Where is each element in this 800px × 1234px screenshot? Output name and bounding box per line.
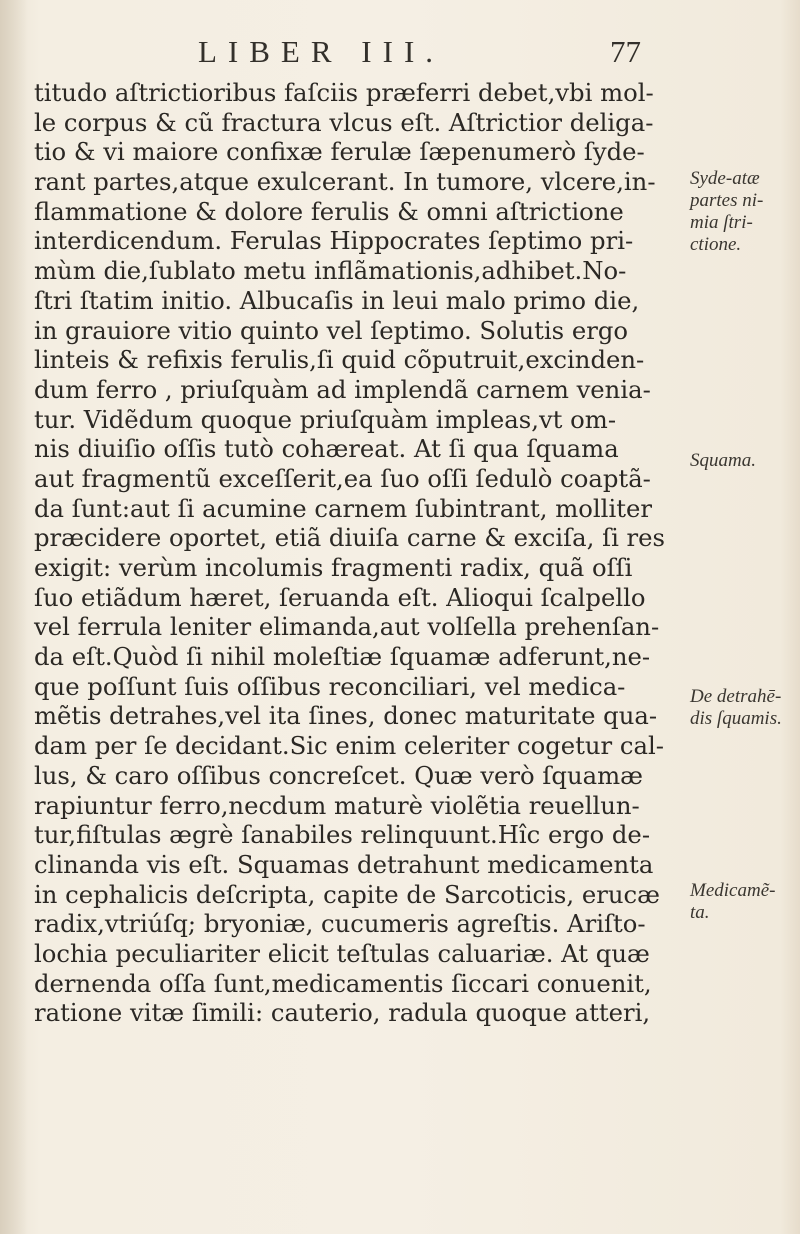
text-line: in cephalicis deſcripta, capite de Sarcoticis, erucæ [34, 879, 660, 909]
text-line: tur,fiſtulas ægrè ſanabiles relinquunt.Hîc ergo de- [34, 820, 651, 850]
text-line: mẽtis detrahes,vel ita ſines, donec maturitate qua- [34, 701, 658, 731]
margin-note-line: partes ni- [690, 190, 764, 211]
text-line: radix,vtriúſq; bryoniæ, cucumeris agreſtis. Ariſto- [34, 909, 646, 939]
text-line: flammatione & dolore ferulis & omni aſtrictione [34, 196, 624, 226]
text-line: clinanda vis eſt. Squamas detrahunt medicamenta [34, 849, 654, 879]
text-line: da eſt.Quòd ſi nihil moleſtiæ ſquamæ adferunt,ne- [34, 642, 651, 672]
text-line: que poſſunt ſuis oſſibus reconciliari, vel medica- [34, 671, 626, 701]
text-line: titudo aſtrictioribus faſciis præferri debet,vbi mol- [34, 78, 654, 107]
text-line: aut fragmentũ exceſſerit,ea ſuo oſſi ſedulò coaptã- [34, 463, 651, 493]
page-number: 77 [610, 34, 641, 69]
page-header [198, 34, 641, 74]
text-line: da ſunt:aut ſi acumine carnem ſubintrant, molliter [34, 493, 652, 523]
text-line: dernenda oſſa ſunt,medicamentis ſiccari conuenit, [34, 968, 652, 998]
text-line: linteis & refixis ferulis,ſi quid cõputruit,excinden- [34, 345, 645, 375]
text-line: ratione vitæ ſimili: cauterio, radula quoque atteri, [34, 998, 651, 1028]
text-line: præcidere oportet, etiã diuiſa carne & exciſa, ſi res [34, 523, 666, 553]
body-text [34, 78, 674, 1028]
text-line: dum ferro , priuſquàm ad implendã carnem venia- [34, 374, 651, 404]
margin-note-line: dis ſquamis. [690, 708, 782, 729]
margin-note-line: ta. [690, 902, 710, 923]
margin-note-line: De detrahē- [690, 686, 782, 707]
text-line: ſtri ſtatim initio. Albucaſis in leui malo primo die, [34, 285, 640, 315]
margin-note-de-detrahendis [690, 686, 798, 730]
text-line: rapiuntur ferro,necdum maturè violẽtia reuellun- [34, 790, 640, 820]
margin-note-line: ctione. [690, 234, 742, 255]
text-line: ſuo etiãdum hæret, ſeruanda eſt. Alioqui ſcalpello [34, 582, 646, 612]
text-line: vel ferrula leniter elimanda,aut volſella prehenſan- [34, 612, 660, 642]
page-spine-shadow [0, 0, 28, 1234]
running-head: LIBER III. [198, 34, 445, 69]
text-line: rant partes,atque exulcerant. In tumore, vlcere,in- [34, 167, 656, 197]
margin-note-line: Squama. [690, 450, 756, 471]
text-line: lus, & caro oſſibus concreſcet. Quæ verò ſquamæ [34, 760, 643, 790]
text-line: exigit: verùm incolumis fragmenti radix, quã oſſi [34, 553, 633, 582]
text-line: mùm die,ſublato metu inflãmationis,adhibet.No- [34, 256, 627, 286]
text-line: dam per ſe decidant.Sic enim celeriter cogetur cal- [34, 731, 664, 761]
text-line: interdicendum. Ferulas Hippocrates ſeptimo pri- [34, 226, 634, 256]
text-line: in grauiore vitio quinto vel ſeptimo. Solutis ergo [34, 315, 629, 345]
margin-note-line: Medicamẽ- [690, 880, 776, 901]
margin-note-medicamenta [690, 880, 798, 924]
margin-note-syderatae [690, 168, 798, 256]
text-line: lochia peculiariter elicit teſtulas caluariæ. At quæ [34, 938, 650, 968]
margin-note-line: mia ſtri- [690, 212, 753, 233]
text-line: tio & vi maiore confixæ ferulæ ſæpenumerò ſyde- [34, 137, 645, 167]
text-line: tur. Vidẽdum quoque priuſquàm impleas,vt om- [34, 404, 617, 434]
margin-note-line: Syde-atæ [690, 168, 760, 189]
text-line: nis diuiſio oſſis tutò cohæreat. At ſi qua ſquama [34, 434, 619, 464]
margin-note-squama [690, 450, 798, 472]
text-line: le corpus & cũ fractura vlcus eſt. Aſtrictior deliga- [34, 107, 654, 137]
